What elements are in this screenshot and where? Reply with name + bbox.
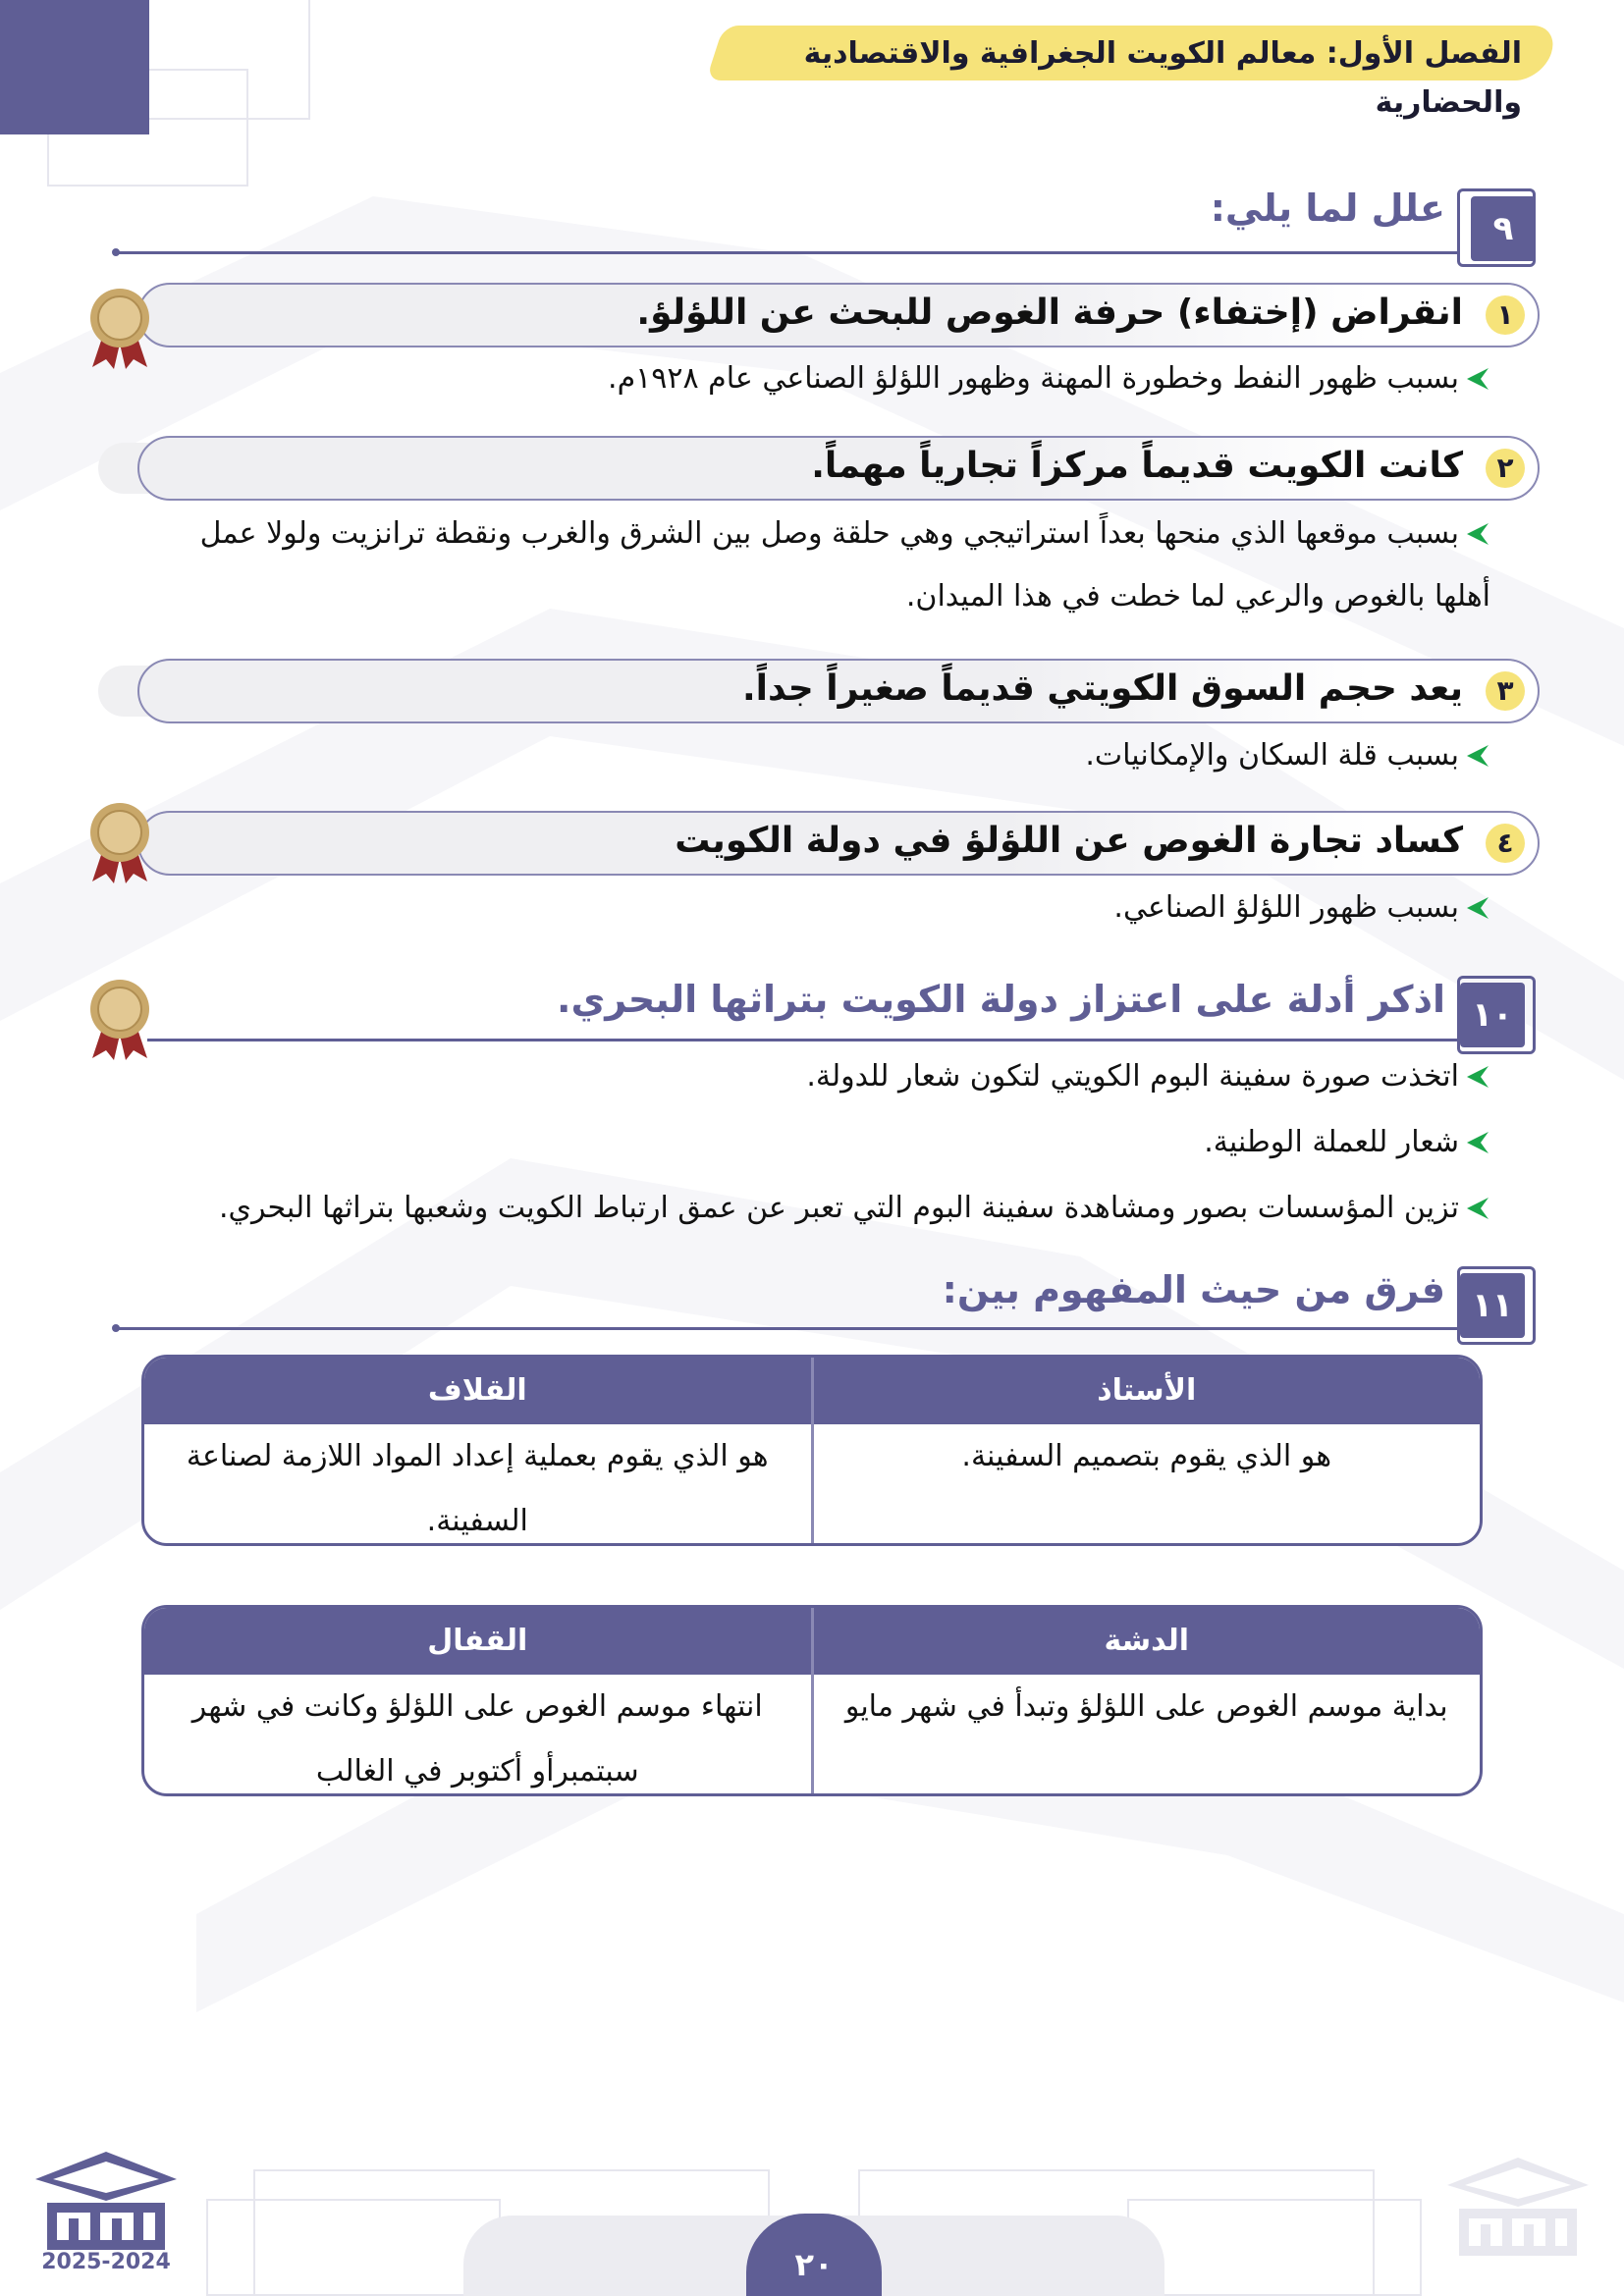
- section-11-title: فرق من حيث المفهوم بين:: [942, 1268, 1445, 1311]
- footer-frame: [206, 2199, 501, 2296]
- list-item: اتخذت صورة سفينة البوم الكويتي لتكون شعار للدولة.: [806, 1059, 1459, 1094]
- section-10-number: ١٠: [1460, 983, 1525, 1047]
- table-cell-line: هو الذي يقوم بعملية إعداد المواد اللازمة لصناعة: [186, 1439, 769, 1473]
- table-cell: [144, 1424, 814, 1543]
- logo: [33, 2150, 179, 2254]
- answer-line: بسبب قلة السكان والإمكانيات.: [1085, 738, 1459, 773]
- section-9-title: علل لما يلي:: [1210, 187, 1445, 230]
- medal-icon: [88, 287, 151, 369]
- table-header-cell: الدشة: [1104, 1624, 1190, 1658]
- question-text: كانت الكويت قديماً مركزاً تجارياً مهماً.: [811, 446, 1463, 486]
- table-header-cell: الأستاذ: [1097, 1373, 1197, 1408]
- medal-icon: [88, 801, 151, 883]
- answer-line: بسبب ظهور اللؤلؤ الصناعي.: [1113, 890, 1459, 925]
- section-9-rule: [116, 251, 1457, 254]
- chapter-title: الفصل الأول: معالم الكويت الجغرافية والاقتصادية والحضارية: [803, 36, 1522, 120]
- answer-line: بسبب موقعها الذي منحها بعداً استراتيجي وهي حلقة وصل بين الشرق والغرب ونقطة ترانزيت ولولا عمل: [199, 516, 1459, 551]
- answer-line: أهلها بالغوص والرعي لما خطت في هذا الميدان.: [905, 579, 1490, 614]
- comparison-table: [141, 1605, 1483, 1796]
- table-header-cell: القفال: [144, 1608, 814, 1675]
- page-number: ٢٠: [794, 2246, 834, 2283]
- section-11-rule: [116, 1327, 1457, 1330]
- question-number: ٤: [1486, 824, 1525, 863]
- answer-line: بسبب ظهور النفط وخطورة المهنة وظهور اللؤلؤ الصناعي عام ١٩٢٨م.: [608, 361, 1459, 396]
- table-header: [144, 1358, 1480, 1424]
- arrow-bullet-icon: [1467, 1196, 1489, 1221]
- arrow-bullet-icon: [1467, 895, 1489, 921]
- question-number: ٣: [1486, 671, 1525, 711]
- arrow-bullet-icon: [1467, 366, 1489, 392]
- logo-year: 2025-2024: [41, 2250, 171, 2274]
- list-item: تزين المؤسسات بصور ومشاهدة سفينة البوم التي تعبر عن عمق ارتباط الكويت وشعبها بتراثها البحري.: [218, 1191, 1459, 1225]
- comparison-table: [141, 1355, 1483, 1546]
- question-text: انقراض (إختفاء) حرفة الغوص للبحث عن اللؤلؤ.: [636, 293, 1463, 333]
- section-rule-dot: [112, 248, 120, 256]
- arrow-bullet-icon: [1467, 743, 1489, 769]
- section-9-number: ٩: [1471, 196, 1536, 261]
- section-rule-dot: [112, 1324, 120, 1332]
- table-cell-line: سبتمبرأو أكتوبر في الغالب: [315, 1754, 639, 1789]
- table-row: [144, 1675, 1480, 1793]
- table-header-cell: القلاف: [144, 1358, 814, 1424]
- table-cell-line: هو الذي يقوم بتصميم السفينة.: [961, 1439, 1332, 1473]
- section-11-number: ١١: [1460, 1273, 1525, 1338]
- medal-icon: [88, 978, 151, 1060]
- arrow-bullet-icon: [1467, 1130, 1489, 1155]
- table-cell: [814, 1424, 1481, 1543]
- table-row: [144, 1424, 1480, 1543]
- logo-watermark: [1445, 2156, 1591, 2260]
- corner-block: [0, 0, 149, 134]
- section-10-title: اذكر أدلة على اعتزاز دولة الكويت بتراثها البحري.: [557, 978, 1445, 1021]
- list-item: شعار للعملة الوطنية.: [1204, 1125, 1459, 1159]
- table-cell-line: انتهاء موسم الغوص على اللؤلؤ وكانت في شهر: [191, 1689, 763, 1724]
- question-number: ١: [1486, 295, 1525, 335]
- table-cell-line: السفينة.: [426, 1504, 528, 1538]
- table-cell: [814, 1675, 1481, 1793]
- section-10-rule: [147, 1039, 1457, 1041]
- question-text: كساد تجارة الغوص عن اللؤلؤ في دولة الكويت: [675, 821, 1463, 861]
- table-header: [144, 1608, 1480, 1675]
- arrow-bullet-icon: [1467, 521, 1489, 547]
- footer-frame: [1127, 2199, 1422, 2296]
- arrow-bullet-icon: [1467, 1064, 1489, 1090]
- question-text: يعد حجم السوق الكويتي قديماً صغيراً جداً.: [741, 668, 1463, 709]
- question-number: ٢: [1486, 449, 1525, 488]
- table-cell: [144, 1675, 814, 1793]
- table-cell-line: بداية موسم الغوص على اللؤلؤ وتبدأ في شهر مايو: [844, 1689, 1448, 1724]
